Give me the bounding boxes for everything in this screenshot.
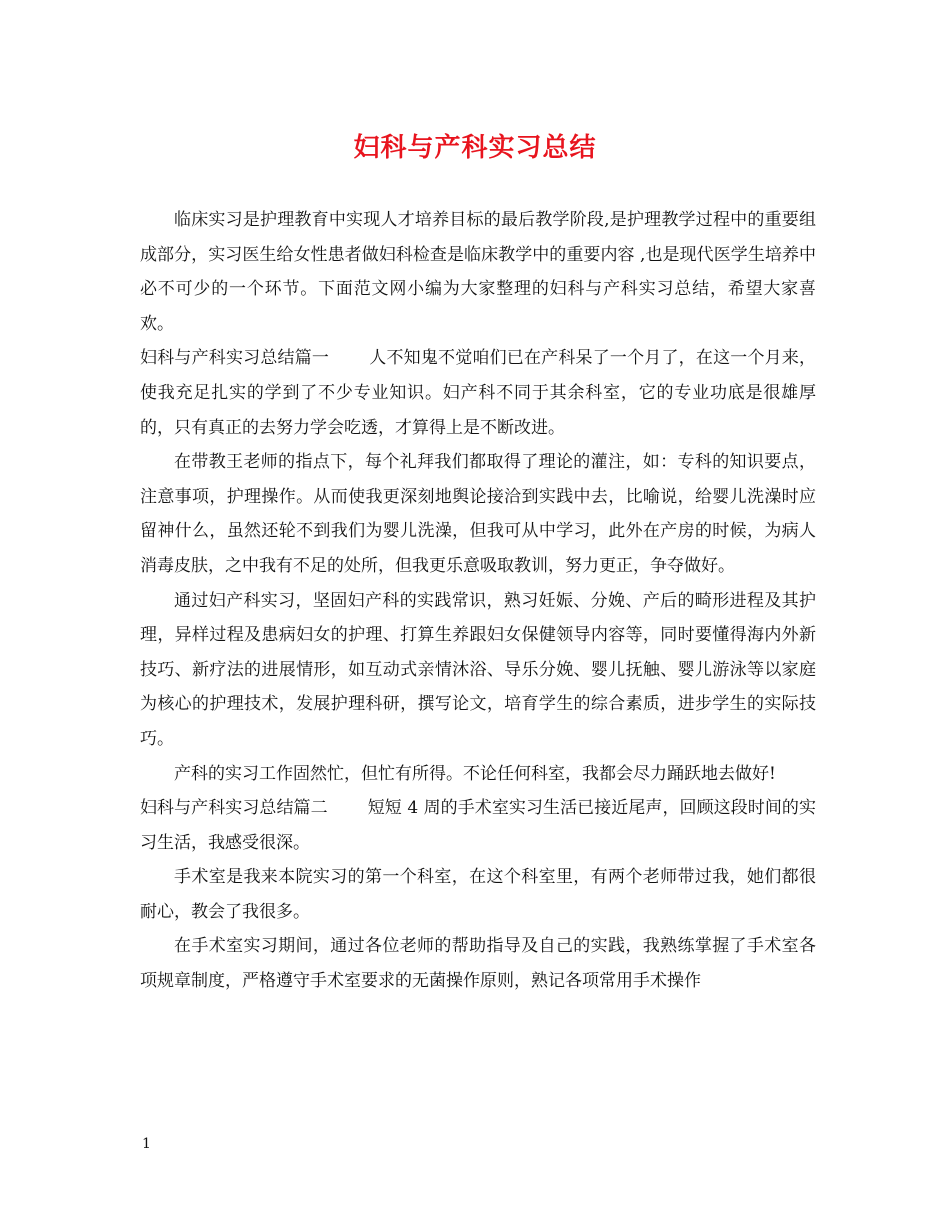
- paragraph-section-1: [140, 341, 816, 445]
- section-text-1: 人不知鬼不觉咱们已在产科呆了一个月了，在这一个月来，使我充足扎实的学到了不少专业知识。妇产科不同于其余科室，它的专业功底是很雄厚的，只有真正的去努力学会吃透，才算得上是不断改进。: [140, 348, 817, 438]
- page-number: 1: [142, 1136, 151, 1152]
- paragraph-4: 产科的实习工作固然忙，但忙有所得。不论任何科室，我都会尽力踊跃地去做好!: [174, 763, 776, 784]
- paragraph-2: 在带教王老师的指点下，每个礼拜我们都取得了理论的灌注，如：专科的知识要点，注意事项，护理操作。从而使我更深刻地舆论接洽到实践中去，比喻说，给婴儿洗澡时应留神什么，虽然还轮不到我们为婴儿洗澡，但我可从中学习，此外在产房的时候，为病人消毒皮肤，之中我有不足的处所，但我更乐意吸取教训，努力更正，争夺做好。: [140, 452, 816, 576]
- paragraph-intro: 临床实习是护理教育中实现人才培养目标的最后教学阶段,是护理教学过程中的重要组成部分，实习医生给女性患者做妇科检查是临床教学中的重要内容 ,也是现代医学生培养中必不可少的一个环节。下面范文网小编为大家整理的妇科与产科实习总结，希望大家喜欢。: [140, 210, 816, 334]
- document-title: 妇科与产科实习总结: [353, 133, 597, 163]
- document-body: [140, 203, 816, 999]
- section-heading-2: 妇科与产科实习总结篇二: [140, 798, 328, 819]
- section-text-2: 短短 4 周的手术室实习生活已接近尾声，回顾这段时间的实习生活，我感受很深。: [140, 798, 816, 853]
- paragraph-7: 在手术室实习期间，通过各位老师的帮助指导及自己的实践，我熟练掌握了手术室各项规章制度，严格遵守手术室要求的无菌操作原则，熟记各项常用手术操作: [140, 936, 816, 992]
- paragraph-section-2: [140, 791, 816, 860]
- paragraph-6: 手术室是我来本院实习的第一个科室，在这个科室里，有两个老师带过我，她们都很耐心，教会了我很多。: [140, 867, 816, 922]
- paragraph-3: 通过妇产科实习，坚固妇产科的实践常识，熟习妊娠、分娩、产后的畸形进程及其护理，异样过程及患病妇女的护理、打算生养跟妇女保健领导内容等，同时要懂得海内外新技巧、新疗法的进展情形，如互动式亲情沐浴、导乐分娩、婴儿抚触、婴儿游泳等以家庭为核心的护理技术，发展护理科研，撰写论文，培育学生的综合素质，进步学生的实际技巧。: [140, 590, 816, 749]
- section-heading-1: 妇科与产科实习总结篇一: [140, 348, 330, 369]
